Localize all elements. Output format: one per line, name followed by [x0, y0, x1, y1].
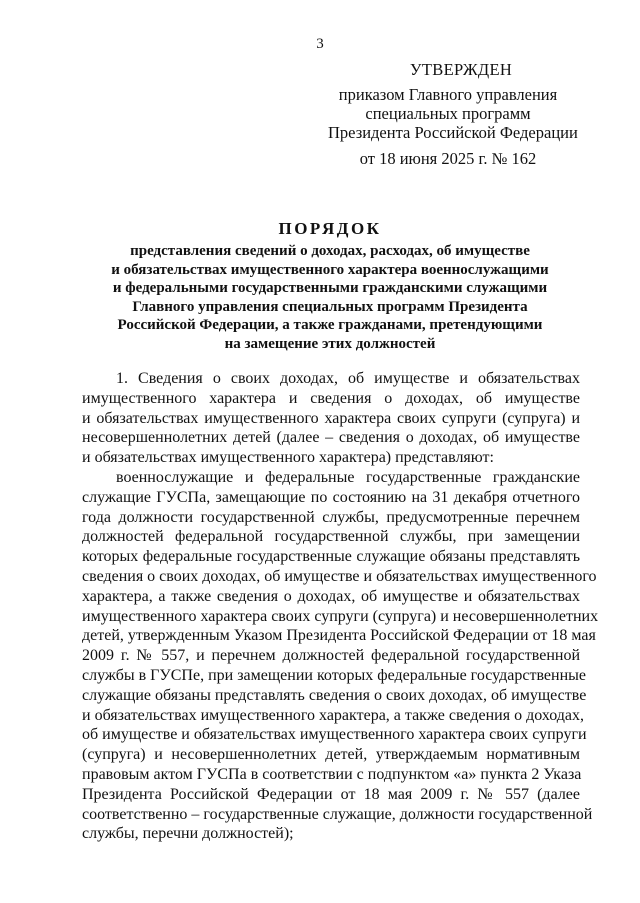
text-line: Президента Российской Федерации от 18 мая 2009 г. № 557 (далее — [82, 785, 580, 803]
text-line: (супруга) и несовершеннолетних детей, утверждаемым нормативным — [82, 746, 580, 764]
text-line: 1. Сведения о своих доходах, об имуществе и обязательствах — [116, 370, 580, 387]
text-line: года должности государственной службы, предусмотренные перечнем — [82, 508, 580, 526]
document-title: ПОРЯДОК — [278, 219, 382, 238]
paragraph-2 — [82, 468, 599, 844]
title-line: представления сведений о доходах, расходах, об имуществе — [130, 243, 530, 259]
title-line: на замещение этих должностей — [224, 335, 436, 352]
text-line: сведения о своих доходах, об имуществе и обязательствах имущественного — [82, 567, 597, 585]
document-title-block — [70, 219, 590, 354]
approval-line: Президента Российской Федерации — [328, 123, 578, 142]
text-line: несовершеннолетних детей (далее – сведения о доходах, об имуществе — [82, 429, 580, 447]
text-line: 2009 г. № 557, и перечнем должностей федеральной государственной — [82, 647, 580, 665]
text-line: правовым актом ГУСПа в соответствии с подпунктом «а» пункта 2 Указа — [82, 765, 582, 783]
text-line: службы в ГУСПе, при замещении которых федеральные государственные — [82, 666, 586, 684]
text-line: и обязательствах имущественного характера своих супруги (супруга) и — [82, 409, 580, 427]
title-line: Главного управления специальных программ Президента — [132, 298, 528, 315]
text-line: которых федеральные государственные служащие обязаны представлять — [82, 548, 580, 566]
title-line: и федеральными государственными гражданскими служащими — [112, 280, 548, 297]
approval-line: специальных программ — [365, 104, 531, 123]
text-line: должностей федеральной государственной службы, при замещении — [82, 528, 580, 546]
text-line: и обязательствах имущественного характера) представляют: — [82, 449, 494, 467]
text-line: об имуществе и обязательствах имущественного характера своих супруги — [82, 726, 587, 744]
approval-block — [328, 60, 578, 168]
title-line: и обязательствах имущественного характера военнослужащими — [111, 261, 549, 278]
approval-date: от 18 июня 2025 г. № 162 — [359, 149, 537, 168]
page-number: 3 — [316, 36, 324, 52]
document-body — [82, 369, 599, 844]
text-line: службы, перечни должностей); — [82, 825, 294, 843]
text-line: и обязательствах имущественного характера, а также сведения о доходах, — [82, 706, 584, 724]
text-line: соответственно – государственные служащие, должности государственной — [82, 805, 593, 823]
text-line: служащие обязаны представлять сведения о своих доходах, об имуществе — [82, 686, 587, 704]
approval-line: приказом Главного управления — [338, 85, 558, 104]
approval-stamp: УТВЕРЖДЕН — [409, 60, 513, 79]
text-line: имущественного характера своих супруги (супруга) и несовершеннолетних — [82, 607, 599, 625]
text-line: детей, утвержденным Указом Президента Российской Федерации от 18 мая — [82, 627, 596, 645]
text-line: военнослужащие и федеральные государственные гражданские — [116, 468, 580, 486]
text-line: имущественного характера и сведения о доходах, об имуществе — [82, 389, 580, 407]
title-line: Российской Федерации, а также гражданами, претендующими — [117, 317, 543, 334]
paragraph-1 — [82, 369, 580, 468]
text-line: служащие ГУСПа, замещающие по состоянию на 31 декабря отчетного — [82, 488, 580, 506]
text-line: характера, а также сведения о доходах, об имуществе и обязательствах — [82, 587, 580, 605]
